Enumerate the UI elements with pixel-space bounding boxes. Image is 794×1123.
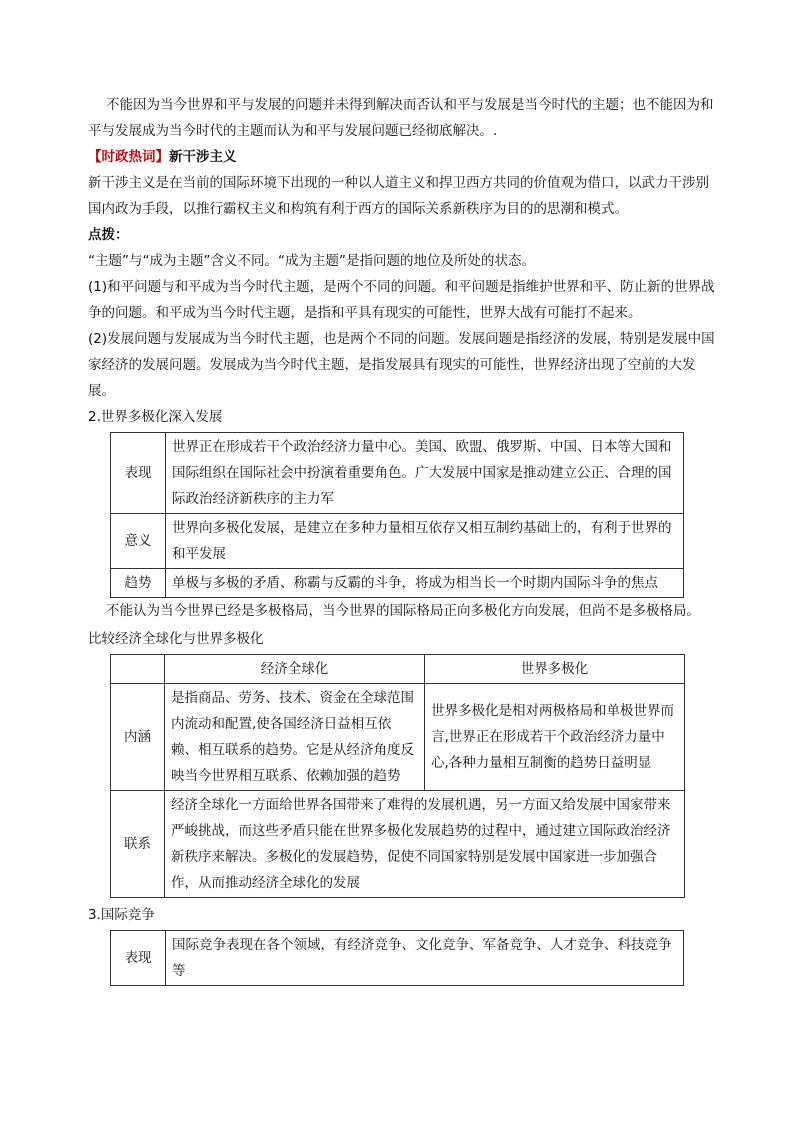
paragraph-theme-note: 不能因为当今世界和平与发展的问题并未得到解决而否认和平与发展是当今时代的主题；也不能因为和平与发展成为当今时代的主题而认为和平与发展问题已经彻底解决。. [88, 97, 714, 139]
compare-table [110, 654, 685, 898]
column-header: 经济全球化 [165, 655, 425, 684]
table-row [111, 569, 684, 598]
row-label: 趋势 [111, 569, 166, 598]
dianbo-item-1: (1)和平问题与和平成为当今时代主题，是两个不同的问题。和平问题是指维护世界和平、防止新的世界战争的问题。和平成为当今时代主题，是指和平具有现实的可能性，世界大战有可能打不起来。 [88, 279, 715, 321]
document-body [88, 92, 718, 986]
table-row [111, 433, 684, 514]
section-2-heading: 2.世界多极化深入发展 [88, 409, 223, 425]
hot-term-heading [88, 144, 718, 170]
dianbo-line: “主题”与“成为主题”含义不同。“成为主题”是指问题的地位及所处的状态。 [88, 253, 535, 269]
cell-globalization: 是指商品、劳务、技术、资金在全球范围内流动和配置,使各国经济日益相互依赖、相互联系的趋势。它是从经济角度反映当今世界相互联系、依赖加强的趋势 [165, 684, 425, 791]
row-text: 世界向多极化发展，是建立在多种力量相互依存又相互制约基础上的，有利于世界的和平发展 [166, 514, 684, 569]
cell-multipolarization: 世界多极化是相对两极格局和单极世界而言,世界正在形成若干个政治经济力量中心,各种力量相互制衡的趋势日益明显 [425, 684, 685, 791]
row-text: 国际竞争表现在各个领域，有经济竞争、文化竞争、军备竞争、人才竞争、科技竞争等 [166, 931, 684, 986]
empty-header-cell [111, 655, 165, 684]
table-row [111, 514, 684, 569]
table-row [111, 655, 685, 684]
row-label: 表现 [111, 931, 166, 986]
table-row [111, 791, 685, 898]
hot-term-text: 新干涉主义是在当前的国际环境下出现的一种以人道主义和捍卫西方共同的价值观为借口，以武力干涉别国内政为手段，以推行霸权主义和构筑有利于西方的国际关系新秩序为目的的思潮和模式。 [88, 175, 709, 217]
row-label: 联系 [111, 791, 165, 898]
multipolar-table [110, 432, 684, 598]
competition-table [110, 930, 684, 986]
hot-term-title: 新干涉主义 [169, 149, 237, 165]
dianbo-label: 点拨： [88, 227, 129, 243]
column-header: 世界多极化 [425, 655, 685, 684]
row-text: 世界正在形成若干个政治经济力量中心。美国、欧盟、俄罗斯、中国、日本等大国和国际组织在国际社会中扮演着重要角色。广大发展中国家是推动建立公正、合理的国际政治经济新秩序的主力军 [166, 433, 684, 514]
table-row [111, 931, 684, 986]
hot-term-tag: 【时政热词】 [88, 149, 169, 165]
table-row [111, 684, 685, 791]
compare-heading: 比较经济全球化与世界多极化 [88, 631, 264, 647]
row-label: 意义 [111, 514, 166, 569]
row-label: 表现 [111, 433, 166, 514]
row-text: 单极与多极的矛盾、称霸与反霸的斗争，将成为相当长一个时期内国际斗争的焦点 [166, 569, 684, 598]
dianbo-item-2: (2)发展问题与发展成为当今时代主题，也是两个不同的问题。发展问题是指经济的发展，特别是发展中国家经济的发展问题。发展成为当今时代主题，是指发展具有现实的可能性，世界经济出现了空前的大发展。 [88, 331, 715, 399]
multipolar-note: 不能认为当今世界已经是多极格局，当今世界的国际格局正向多极化方向发展，但尚不是多极格局。 [106, 603, 700, 619]
row-label: 内涵 [111, 684, 165, 791]
cell-relation: 经济全球化一方面给世界各国带来了难得的发展机遇，另一方面又给发展中国家带来严峻挑战，而这些矛盾只能在世界多极化发展趋势的过程中，通过建立国际政治经济新秩序来解决。多极化的发展趋势，促使不同国家特别是发展中国家进一步加强合作，从而推动经济全球化的发展 [165, 791, 685, 898]
section-3-heading: 3.国际竞争 [88, 907, 155, 923]
